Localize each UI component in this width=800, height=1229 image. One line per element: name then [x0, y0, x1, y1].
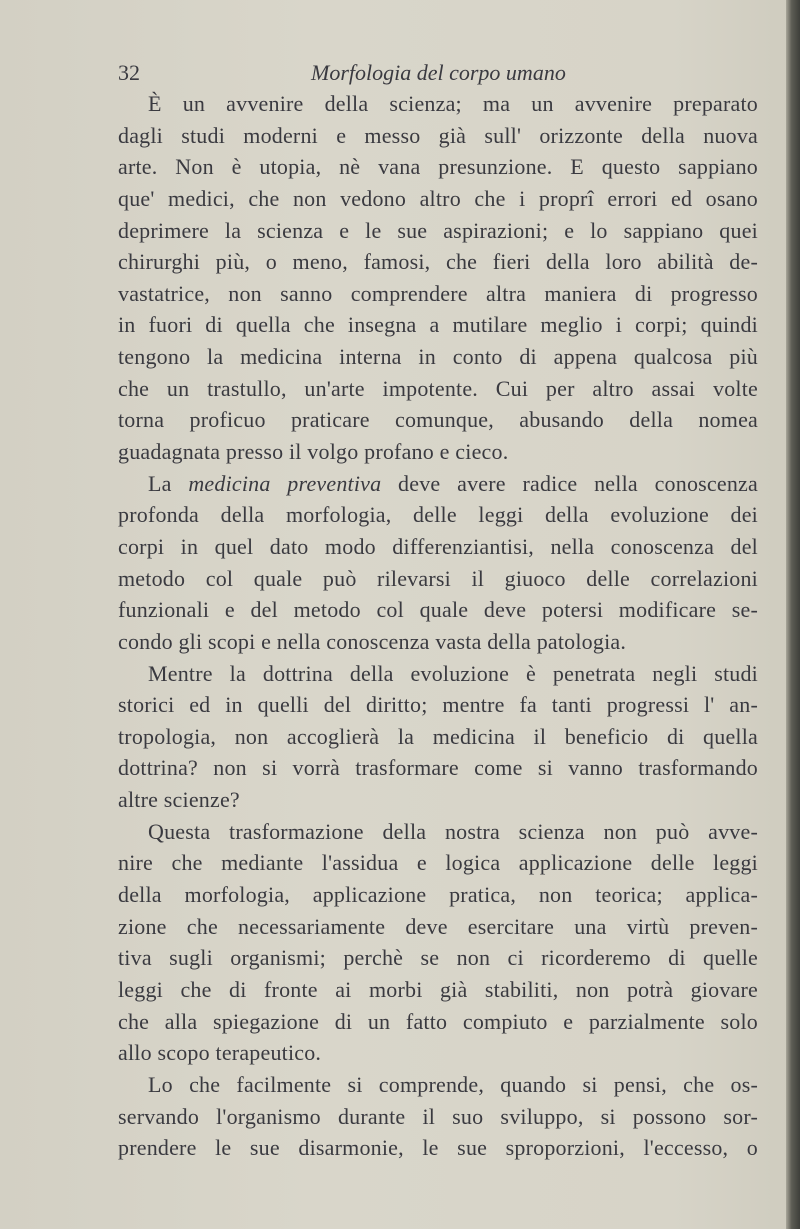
- text-line: altre scienze?: [118, 787, 240, 813]
- paragraph: [118, 658, 758, 816]
- text-line: [118, 468, 758, 500]
- text-line: nire che mediante l'assidua e logica applicazione delle leggi: [118, 850, 758, 876]
- text-line: È un avvenire della scienza; ma un avvenire preparato: [148, 91, 758, 116]
- paragraph: [118, 468, 758, 658]
- page-number: 32: [118, 60, 140, 85]
- text-line: Mentre la dottrina della evoluzione è penetrata negli studi: [148, 660, 758, 686]
- text-line: torna proficuo praticare comunque, abusando della nomea: [118, 407, 758, 433]
- text-line: deprimere la scienza e le sue aspirazioni; e lo sappiano quei: [118, 217, 758, 243]
- text-line: condo gli scopi e nella conoscenza vasta della patologia.: [118, 628, 627, 654]
- text-line: funzionali e del metodo col quale deve potersi modificare se-: [118, 597, 758, 623]
- text-line: che un trastullo, un'arte impotente. Cui per altro assai volte: [118, 375, 758, 401]
- running-title: Morfologia del corpo umano: [311, 60, 566, 85]
- text-line: metodo col quale può rilevarsi il giuoco delle correlazioni: [118, 565, 758, 591]
- emphasis-text: medicina preventiva: [188, 470, 382, 496]
- paragraph: [118, 1069, 758, 1164]
- text-line: leggi che di fronte ai morbi già stabiliti, non potrà giovare: [118, 976, 758, 1002]
- text-line: que' medici, che non vedono altro che i proprî errori ed osano: [118, 185, 758, 211]
- page-binding-edge: [786, 0, 800, 1229]
- text-line: che alla spiegazione di un fatto compiuto e parzialmente solo: [118, 1008, 758, 1034]
- text-line: prendere le sue disarmonie, le sue sproporzioni, l'eccesso, o: [118, 1135, 758, 1161]
- text-line: zione che necessariamente deve esercitare una virtù preven-: [118, 913, 758, 939]
- text-line: vastatrice, non sanno comprendere altra maniera di progresso: [118, 280, 758, 306]
- text-line: servando l'organismo durante il suo sviluppo, si possono sor-: [118, 1103, 758, 1129]
- text-line: tropologia, non accoglierà la medicina il beneficio di quella: [118, 723, 758, 749]
- text-line: della morfologia, applicazione pratica, non teorica; applica-: [118, 882, 758, 908]
- text-line: guadagnata presso il volgo profano e cieco.: [118, 439, 509, 465]
- text-span: La: [148, 470, 189, 496]
- text-line: dottrina? non si vorrà trasformare come si vanno trasformando: [118, 755, 758, 781]
- text-line: arte. Non è utopia, nè vana presunzione. E questo sappiano: [118, 154, 758, 180]
- text-line: dagli studi moderni e messo già sull' orizzonte della nuova: [118, 122, 758, 148]
- paragraph: [118, 816, 758, 1069]
- text-line: storici ed in quelli del diritto; mentre fa tanti progressi l' an-: [118, 692, 758, 718]
- text-line: allo scopo terapeutico.: [118, 1040, 322, 1066]
- text-line: tiva sugli organismi; perchè se non ci ricorderemo di quelle: [118, 945, 758, 971]
- text-line: chirurghi più, o meno, famosi, che fieri della loro abilità de-: [118, 249, 758, 275]
- paragraph: [118, 88, 758, 468]
- text-line: tengono la medicina interna in conto di appena qualcosa più: [118, 344, 758, 370]
- body-text: [118, 88, 758, 1164]
- text-line: Lo che facilmente si comprende, quando si pensi, che os-: [148, 1071, 758, 1097]
- text-line: profonda della morfologia, delle leggi della evoluzione dei: [118, 502, 758, 528]
- page-header: [118, 60, 758, 90]
- text-line: in fuori di quella che insegna a mutilare meglio i corpi; quindi: [118, 312, 758, 338]
- text-line: corpi in quel dato modo differenziantisi, nella conoscenza del: [118, 533, 758, 559]
- text-span: deve avere radice nella conoscenza: [381, 470, 758, 496]
- text-line: Questa trasformazione della nostra scienza non può avve-: [148, 818, 758, 844]
